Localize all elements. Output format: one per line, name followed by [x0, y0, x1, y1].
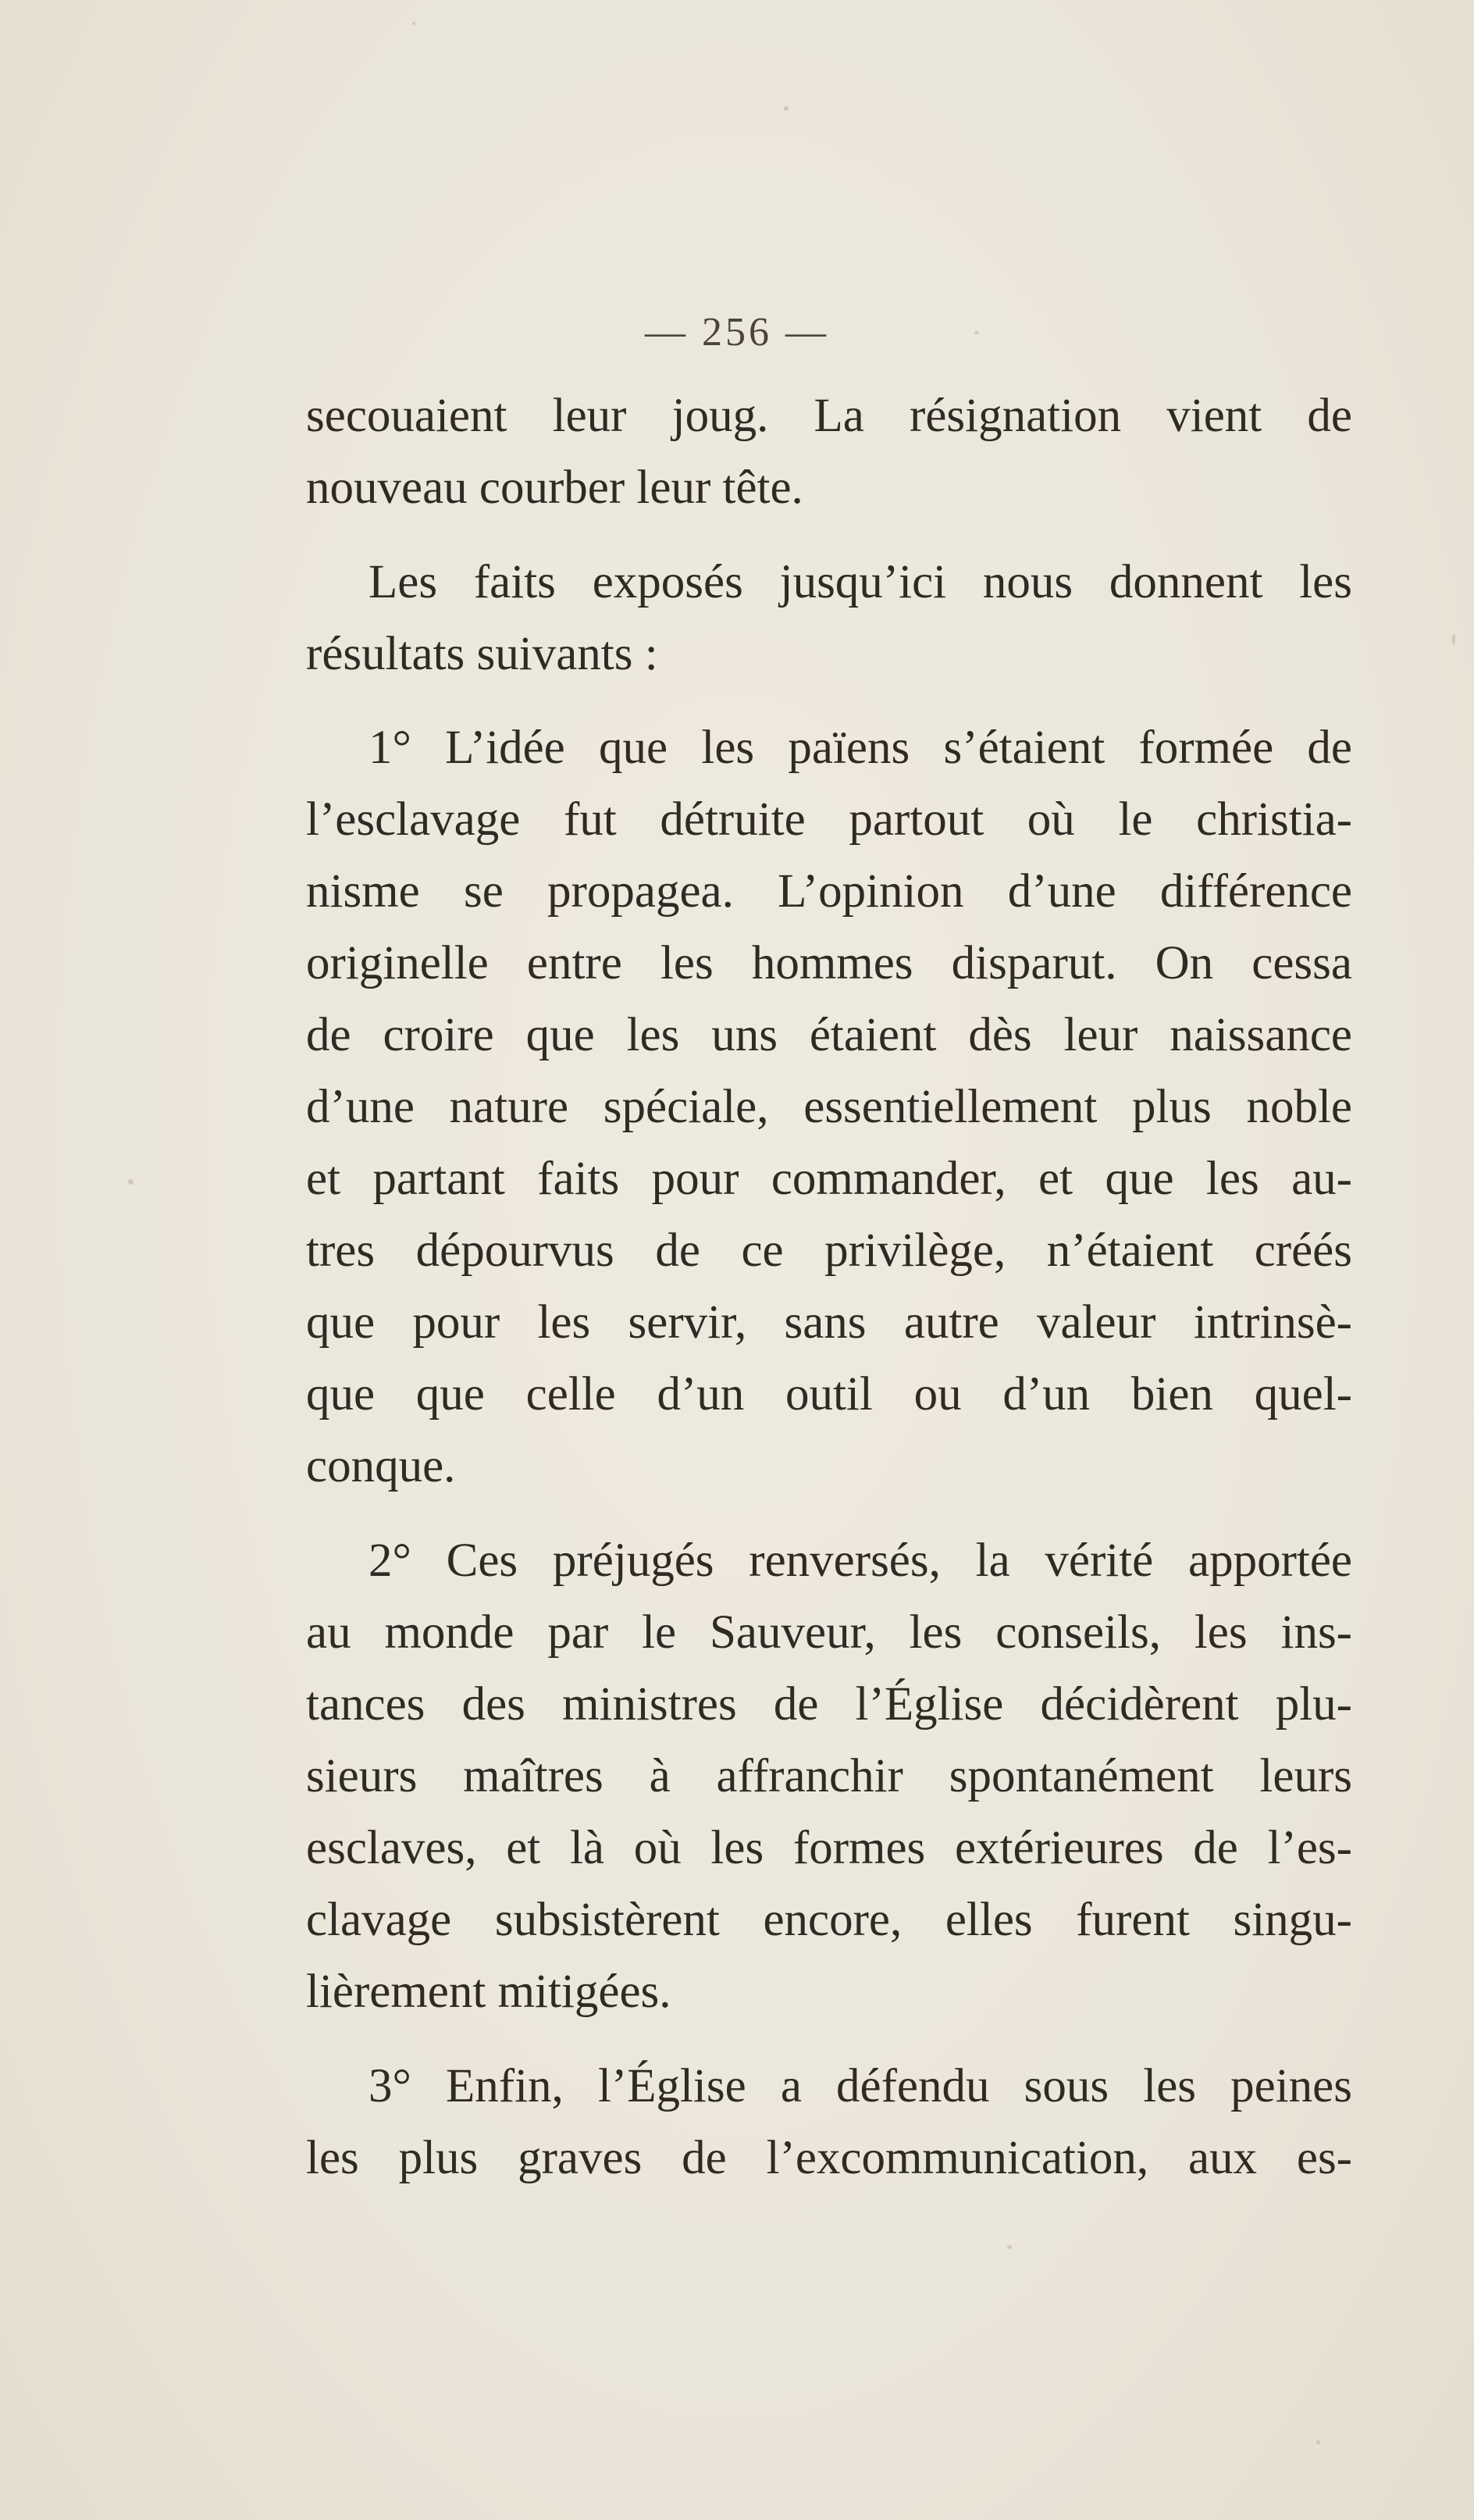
- text-line: esclaves, et là où les formes extérieures de l’es-: [306, 1822, 1352, 1874]
- text-line: d’une nature spéciale, essentiellement plus noble: [306, 1081, 1352, 1133]
- text-line: que pour les servir, sans autre valeur intrinsè-: [306, 1296, 1352, 1349]
- text-line: nouveau courber leur tête.: [306, 462, 803, 514]
- text-line: secouaient leur joug. La résignation vient de: [306, 390, 1352, 442]
- text-line: nisme se propagea. L’opinion d’une différence: [306, 865, 1352, 918]
- text-line: sieurs maîtres à affranchir spontanément leurs: [306, 1750, 1352, 1802]
- text-line: 1° L’idée que les païens s’étaient formée de: [368, 722, 1352, 774]
- paper-speck: [1316, 2440, 1320, 2444]
- text-line: de croire que les uns étaient dès leur naissance: [306, 1009, 1352, 1061]
- text-line: et partant faits pour commander, et que les au-: [306, 1153, 1352, 1205]
- text-line: au monde par le Sauveur, les conseils, les ins-: [306, 1606, 1352, 1659]
- text-line: tres dépourvus de ce privilège, n’étaient créés: [306, 1224, 1352, 1277]
- text-line: tances des ministres de l’Église décidèrent plu-: [306, 1678, 1352, 1730]
- text-line: que que celle d’un outil ou d’un bien quel-: [306, 1368, 1352, 1420]
- text-line: 3° Enfin, l’Église a défendu sous les peines: [368, 2060, 1352, 2112]
- text-line: l’esclavage fut détruite partout où le christia-: [306, 793, 1352, 846]
- paper-speck: [412, 22, 415, 25]
- paper-speck: [1007, 2245, 1012, 2249]
- text-line: Les faits exposés jusqu’ici nous donnent les: [368, 556, 1352, 608]
- text-line: 2° Ces préjugés renversés, la vérité apportée: [368, 1534, 1352, 1587]
- text-line: lièrement mitigées.: [306, 1966, 671, 2018]
- text-line: les plus graves de l’excommunication, aux es-: [306, 2132, 1352, 2184]
- paper-speck: [1452, 634, 1455, 645]
- paper-speck: [784, 106, 789, 111]
- text-line: conque.: [306, 1440, 456, 1492]
- paper-speck: [128, 1179, 134, 1185]
- text-line: originelle entre les hommes disparut. On cessa: [306, 937, 1352, 989]
- text-line: résultats suivants :: [306, 628, 658, 680]
- text-line: clavage subsistèrent encore, elles furent singu-: [306, 1894, 1352, 1946]
- page-number-header: — 256 —: [645, 310, 829, 355]
